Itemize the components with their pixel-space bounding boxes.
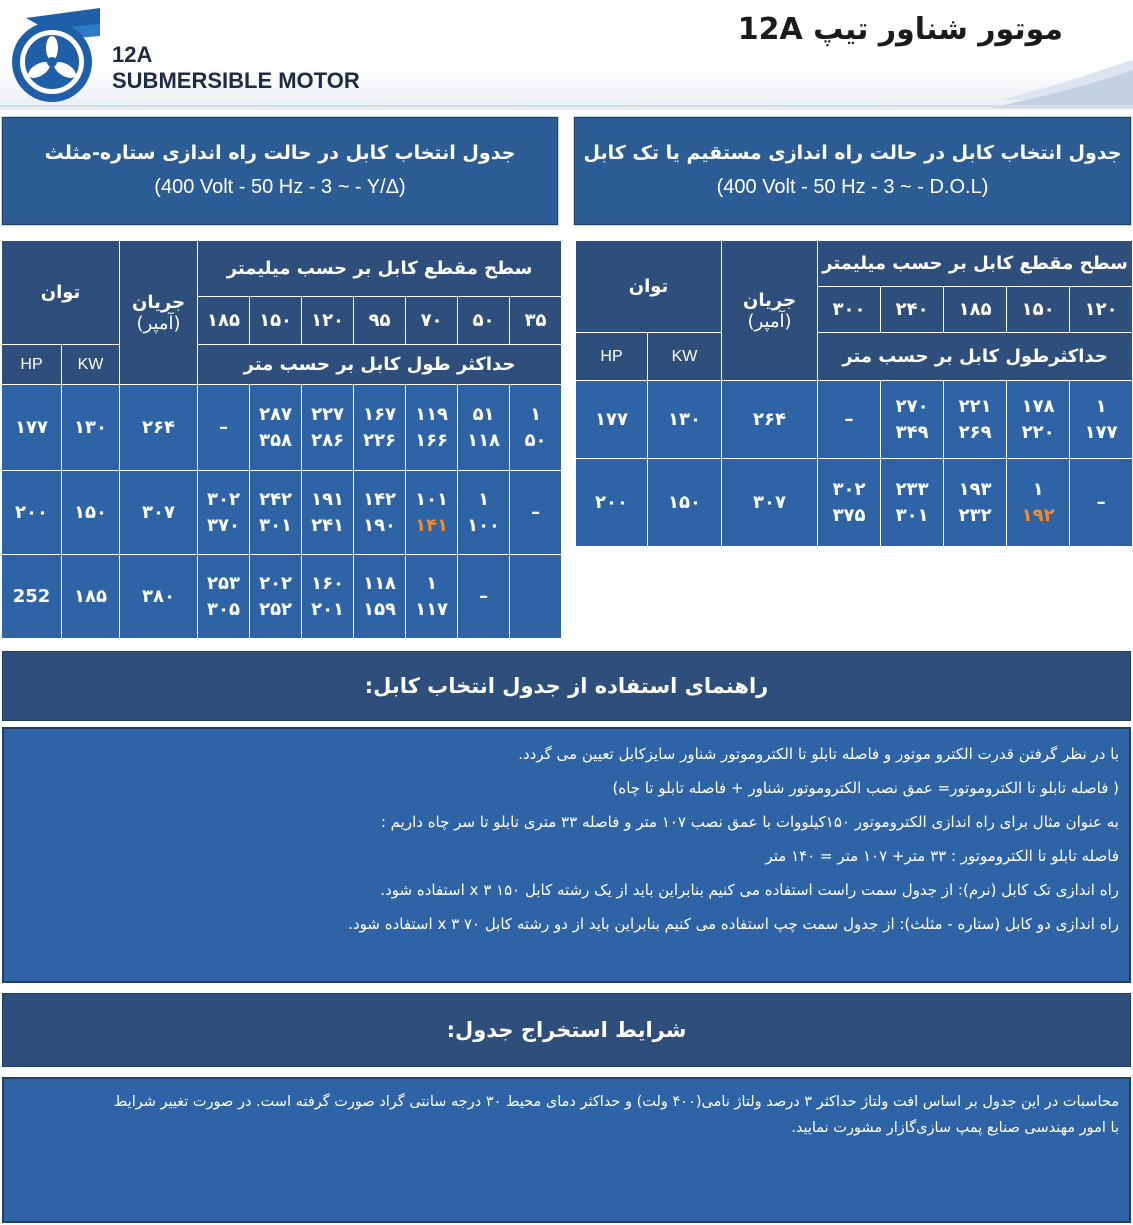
range-max: ۲۳۲ <box>958 504 992 526</box>
table-row <box>576 459 1133 547</box>
range-min: ۱۱۸ <box>363 572 397 594</box>
right-panel-title: جدول انتخاب کابل در حالت راه اندازی مستقیم یا تک کابل <box>583 142 1122 164</box>
left-size-header: ۱۵۰ <box>250 297 302 345</box>
guide-body <box>2 727 1131 983</box>
range-max: ۱۱۷ <box>415 598 449 620</box>
right-cable-table <box>575 240 1133 547</box>
right-section-label: سطح مقطع کابل بر حسب میلیمتر <box>818 241 1133 287</box>
left-length-label: حداکثر طول کابل بر حسب متر <box>198 345 562 385</box>
range-min: ۲۳۳ <box>895 478 929 500</box>
range-max: ۲۲۶ <box>363 429 397 451</box>
conditions-body <box>2 1077 1131 1223</box>
current-cell: ۳۰۷ <box>120 471 198 555</box>
length-range-cell <box>881 459 944 547</box>
range-min: ۱ <box>530 403 542 425</box>
guide-line: با در نظر گرفتن قدرت الکترو موتور و فاصله تابلو تا الکتروموتور شناور سایزکابل تعیین می گردد. <box>518 745 1119 763</box>
range-max: ۳۰۱ <box>895 504 929 526</box>
range-min: ۳۰۲ <box>832 478 866 500</box>
kw-cell: ۱۳۰ <box>648 381 722 459</box>
range-min: ۱۶۷ <box>363 403 397 425</box>
right-hp-unit: HP <box>576 333 648 381</box>
length-range-cell <box>458 555 510 639</box>
range-max: ۱۹۰ <box>363 514 397 536</box>
left-size-header: ۱۲۰ <box>302 297 354 345</box>
conditions-title: شرایط استخراج جدول: <box>2 993 1131 1067</box>
right-current-header <box>722 241 818 381</box>
right-size-header: ۱۲۰ <box>1070 287 1133 333</box>
length-range-cell <box>406 471 458 555</box>
range-max: ۵۰ <box>524 429 547 451</box>
range-max: ۱۵۹ <box>363 598 397 620</box>
length-range-cell <box>881 381 944 459</box>
range-max: ۱۶۶ <box>415 429 449 451</box>
range-min: ۱ <box>1095 395 1107 417</box>
length-range-cell <box>944 459 1007 547</box>
left-hp-unit: HP <box>2 345 62 385</box>
kw-cell: ۱۸۵ <box>62 555 120 639</box>
length-range-cell <box>1007 459 1070 547</box>
left-power-label: توان <box>2 241 120 345</box>
length-range-cell <box>250 471 302 555</box>
range-max: ۳۴۹ <box>895 421 929 443</box>
range-max: ۱۱۸ <box>467 429 501 451</box>
range-max: ۳۷۵ <box>832 504 866 526</box>
kw-cell: ۱۵۰ <box>62 471 120 555</box>
range-min: – <box>219 416 229 438</box>
range-max: ۳۵۸ <box>259 429 293 451</box>
range-min: ۱۴۲ <box>363 488 397 510</box>
length-range-cell <box>198 555 250 639</box>
length-range-cell <box>1070 459 1133 547</box>
right-kw-unit: KW <box>648 333 722 381</box>
range-min: ۳۰۲ <box>207 488 241 510</box>
length-range-cell <box>250 385 302 471</box>
length-range-cell <box>510 385 562 471</box>
right-size-header: ۱۸۵ <box>944 287 1007 333</box>
range-min: ۲۸۷ <box>259 403 293 425</box>
guide-line: راه اندازی دو کابل (ستاره - مثلث): از جدول سمت چپ استفاده می کنیم بنابراین باید از دو رشته کابل ۷۰ x ۳ استفاده شود. <box>348 915 1119 933</box>
range-min: ۱ <box>1032 478 1044 500</box>
left-current-unit: (آمپر) <box>136 312 181 334</box>
range-min: ۲۵۳ <box>207 572 241 594</box>
range-min: ۲۰۲ <box>259 572 293 594</box>
range-max: ۲۸۶ <box>311 429 345 451</box>
right-current-label: جریان <box>742 289 797 311</box>
guide-line: راه اندازی تک کابل (نرم): از جدول سمت راست استفاده می کنیم بنابراین باید از یک رشته کابل ۱۵۰ x ۳ استفاده شود. <box>380 881 1119 899</box>
left-size-header: ۱۸۵ <box>198 297 250 345</box>
length-range-cell <box>354 385 406 471</box>
table-row <box>2 471 562 555</box>
hp-cell: 252 <box>2 555 62 639</box>
range-min: – <box>479 585 489 607</box>
company-logo-icon <box>4 4 104 104</box>
model-description: SUBMERSIBLE MOTOR <box>112 68 360 93</box>
range-max: ۱۹۲ <box>1021 504 1055 526</box>
current-cell: ۳۰۷ <box>722 459 818 547</box>
right-current-unit: (آمپر) <box>747 310 792 332</box>
range-max: ۳۰۵ <box>207 598 241 620</box>
length-range-cell <box>944 381 1007 459</box>
range-min: ۱۷۸ <box>1021 395 1055 417</box>
current-cell: ۲۶۴ <box>722 381 818 459</box>
length-range-cell <box>302 555 354 639</box>
range-max: ۲۲۰ <box>1021 421 1055 443</box>
hp-cell: ۲۰۰ <box>2 471 62 555</box>
length-range-cell <box>458 471 510 555</box>
length-range-cell <box>818 459 881 547</box>
range-min: ۲۲۷ <box>311 403 345 425</box>
guide-line: به عنوان مثال برای راه اندازی الکتروموتور ۱۵۰کیلووات با عمق نصب ۱۰۷ متر و فاصله ۳۳ متری تابلو تا سر چاه داریم : <box>380 813 1119 831</box>
right-panel-header <box>574 117 1131 225</box>
length-range-cell <box>198 471 250 555</box>
left-current-header <box>120 241 198 385</box>
current-cell: ۲۶۴ <box>120 385 198 471</box>
table-row <box>576 381 1133 459</box>
length-range-cell <box>406 555 458 639</box>
range-min: ۱۰۱ <box>415 488 449 510</box>
range-min: ۱۹۳ <box>958 478 992 500</box>
left-size-header: ۳۵ <box>510 297 562 345</box>
range-min: ۱۱۹ <box>415 403 449 425</box>
length-range-cell <box>354 471 406 555</box>
range-min: ۲۷۰ <box>895 395 929 417</box>
length-range-cell <box>302 471 354 555</box>
left-kw-unit: KW <box>62 345 120 385</box>
model-name <box>112 42 360 94</box>
range-min: – <box>1096 491 1106 513</box>
length-range-cell <box>406 385 458 471</box>
table-row <box>2 555 562 639</box>
length-range-cell <box>510 471 562 555</box>
length-range-cell <box>302 385 354 471</box>
range-max: ۳۷۰ <box>207 514 241 536</box>
left-size-header: ۷۰ <box>406 297 458 345</box>
range-max: ۲۴۱ <box>311 514 345 536</box>
range-min: ۵۱ <box>472 403 495 425</box>
right-size-header: ۲۴۰ <box>881 287 944 333</box>
right-size-header: ۱۵۰ <box>1007 287 1070 333</box>
hp-cell: ۱۷۷ <box>2 385 62 471</box>
range-max: ۲۰۱ <box>311 598 345 620</box>
right-panel-spec: (400 Volt - 50 Hz - 3 ~ - D.O.L) <box>716 176 989 198</box>
range-max: ۱۰۰ <box>467 514 501 536</box>
guide-title: راهنمای استفاده از جدول انتخاب کابل: <box>2 651 1131 721</box>
table-row <box>2 385 562 471</box>
kw-cell: ۱۵۰ <box>648 459 722 547</box>
kw-cell: ۱۳۰ <box>62 385 120 471</box>
range-max: ۲۵۲ <box>259 598 293 620</box>
range-max: ۱۴۱ <box>415 514 449 536</box>
page-title: موتور شناور تیپ 12A <box>737 12 1063 47</box>
range-min: ۲۴۲ <box>259 488 293 510</box>
left-section-label: سطح مقطع کابل بر حسب میلیمتر <box>198 241 562 297</box>
conditions-line: با امور مهندسی صنایع پمپ سازی‌گازار مشورت نمایید. <box>791 1120 1119 1136</box>
length-range-cell <box>354 555 406 639</box>
left-panel-header <box>2 117 558 225</box>
range-min: – <box>531 501 541 523</box>
right-length-label: حداکثرطول کابل بر حسب متر <box>818 333 1133 381</box>
range-min: ۱ <box>478 488 490 510</box>
length-range-cell <box>1070 381 1133 459</box>
length-range-cell <box>198 385 250 471</box>
range-min: ۱۹۱ <box>311 488 345 510</box>
model-code: 12A <box>112 42 153 67</box>
left-current-label: جریان <box>131 291 186 313</box>
length-range-cell <box>510 555 562 639</box>
guide-line: ( فاصله تابلو تا الکتروموتور= عمق نصب الکتروموتور شناور + فاصله تابلو تا چاه) <box>612 779 1119 797</box>
length-range-cell <box>250 555 302 639</box>
guide-line: فاصله تابلو تا الکتروموتور : ۳۳ متر+ ۱۰۷ متر = ۱۴۰ متر <box>765 847 1119 865</box>
left-cable-table <box>1 240 562 639</box>
left-size-header: ۵۰ <box>458 297 510 345</box>
right-power-label: توان <box>576 241 722 333</box>
range-max: ۳۰۱ <box>259 514 293 536</box>
left-size-header: ۹۵ <box>354 297 406 345</box>
conditions-line: محاسبات در این جدول بر اساس افت ولتاژ حداکثر ۳ درصد ولتاژ نامی(۴۰۰ ولت) و حداکثر دمای محیط ۳۰ درجه سانتی گراد صورت گرفته است. در صورت تغییر شرایط <box>113 1094 1119 1110</box>
left-panel-title: جدول انتخاب کابل در حالت راه اندازی ستاره-مثلث <box>44 142 516 164</box>
range-min: ۱۶۰ <box>311 572 345 594</box>
hp-cell: ۲۰۰ <box>576 459 648 547</box>
range-min: ۲۲۱ <box>958 395 992 417</box>
length-range-cell <box>458 385 510 471</box>
range-max: ۱۷۷ <box>1084 421 1118 443</box>
hp-cell: ۱۷۷ <box>576 381 648 459</box>
range-min: ۱ <box>426 572 438 594</box>
current-cell: ۳۸۰ <box>120 555 198 639</box>
right-size-header: ۳۰۰ <box>818 287 881 333</box>
length-range-cell <box>818 381 881 459</box>
range-max: ۲۶۹ <box>958 421 992 443</box>
left-panel-spec: (400 Volt - 50 Hz - 3 ~ - Y/Δ) <box>154 176 406 198</box>
range-min: – <box>844 408 854 430</box>
length-range-cell <box>1007 381 1070 459</box>
